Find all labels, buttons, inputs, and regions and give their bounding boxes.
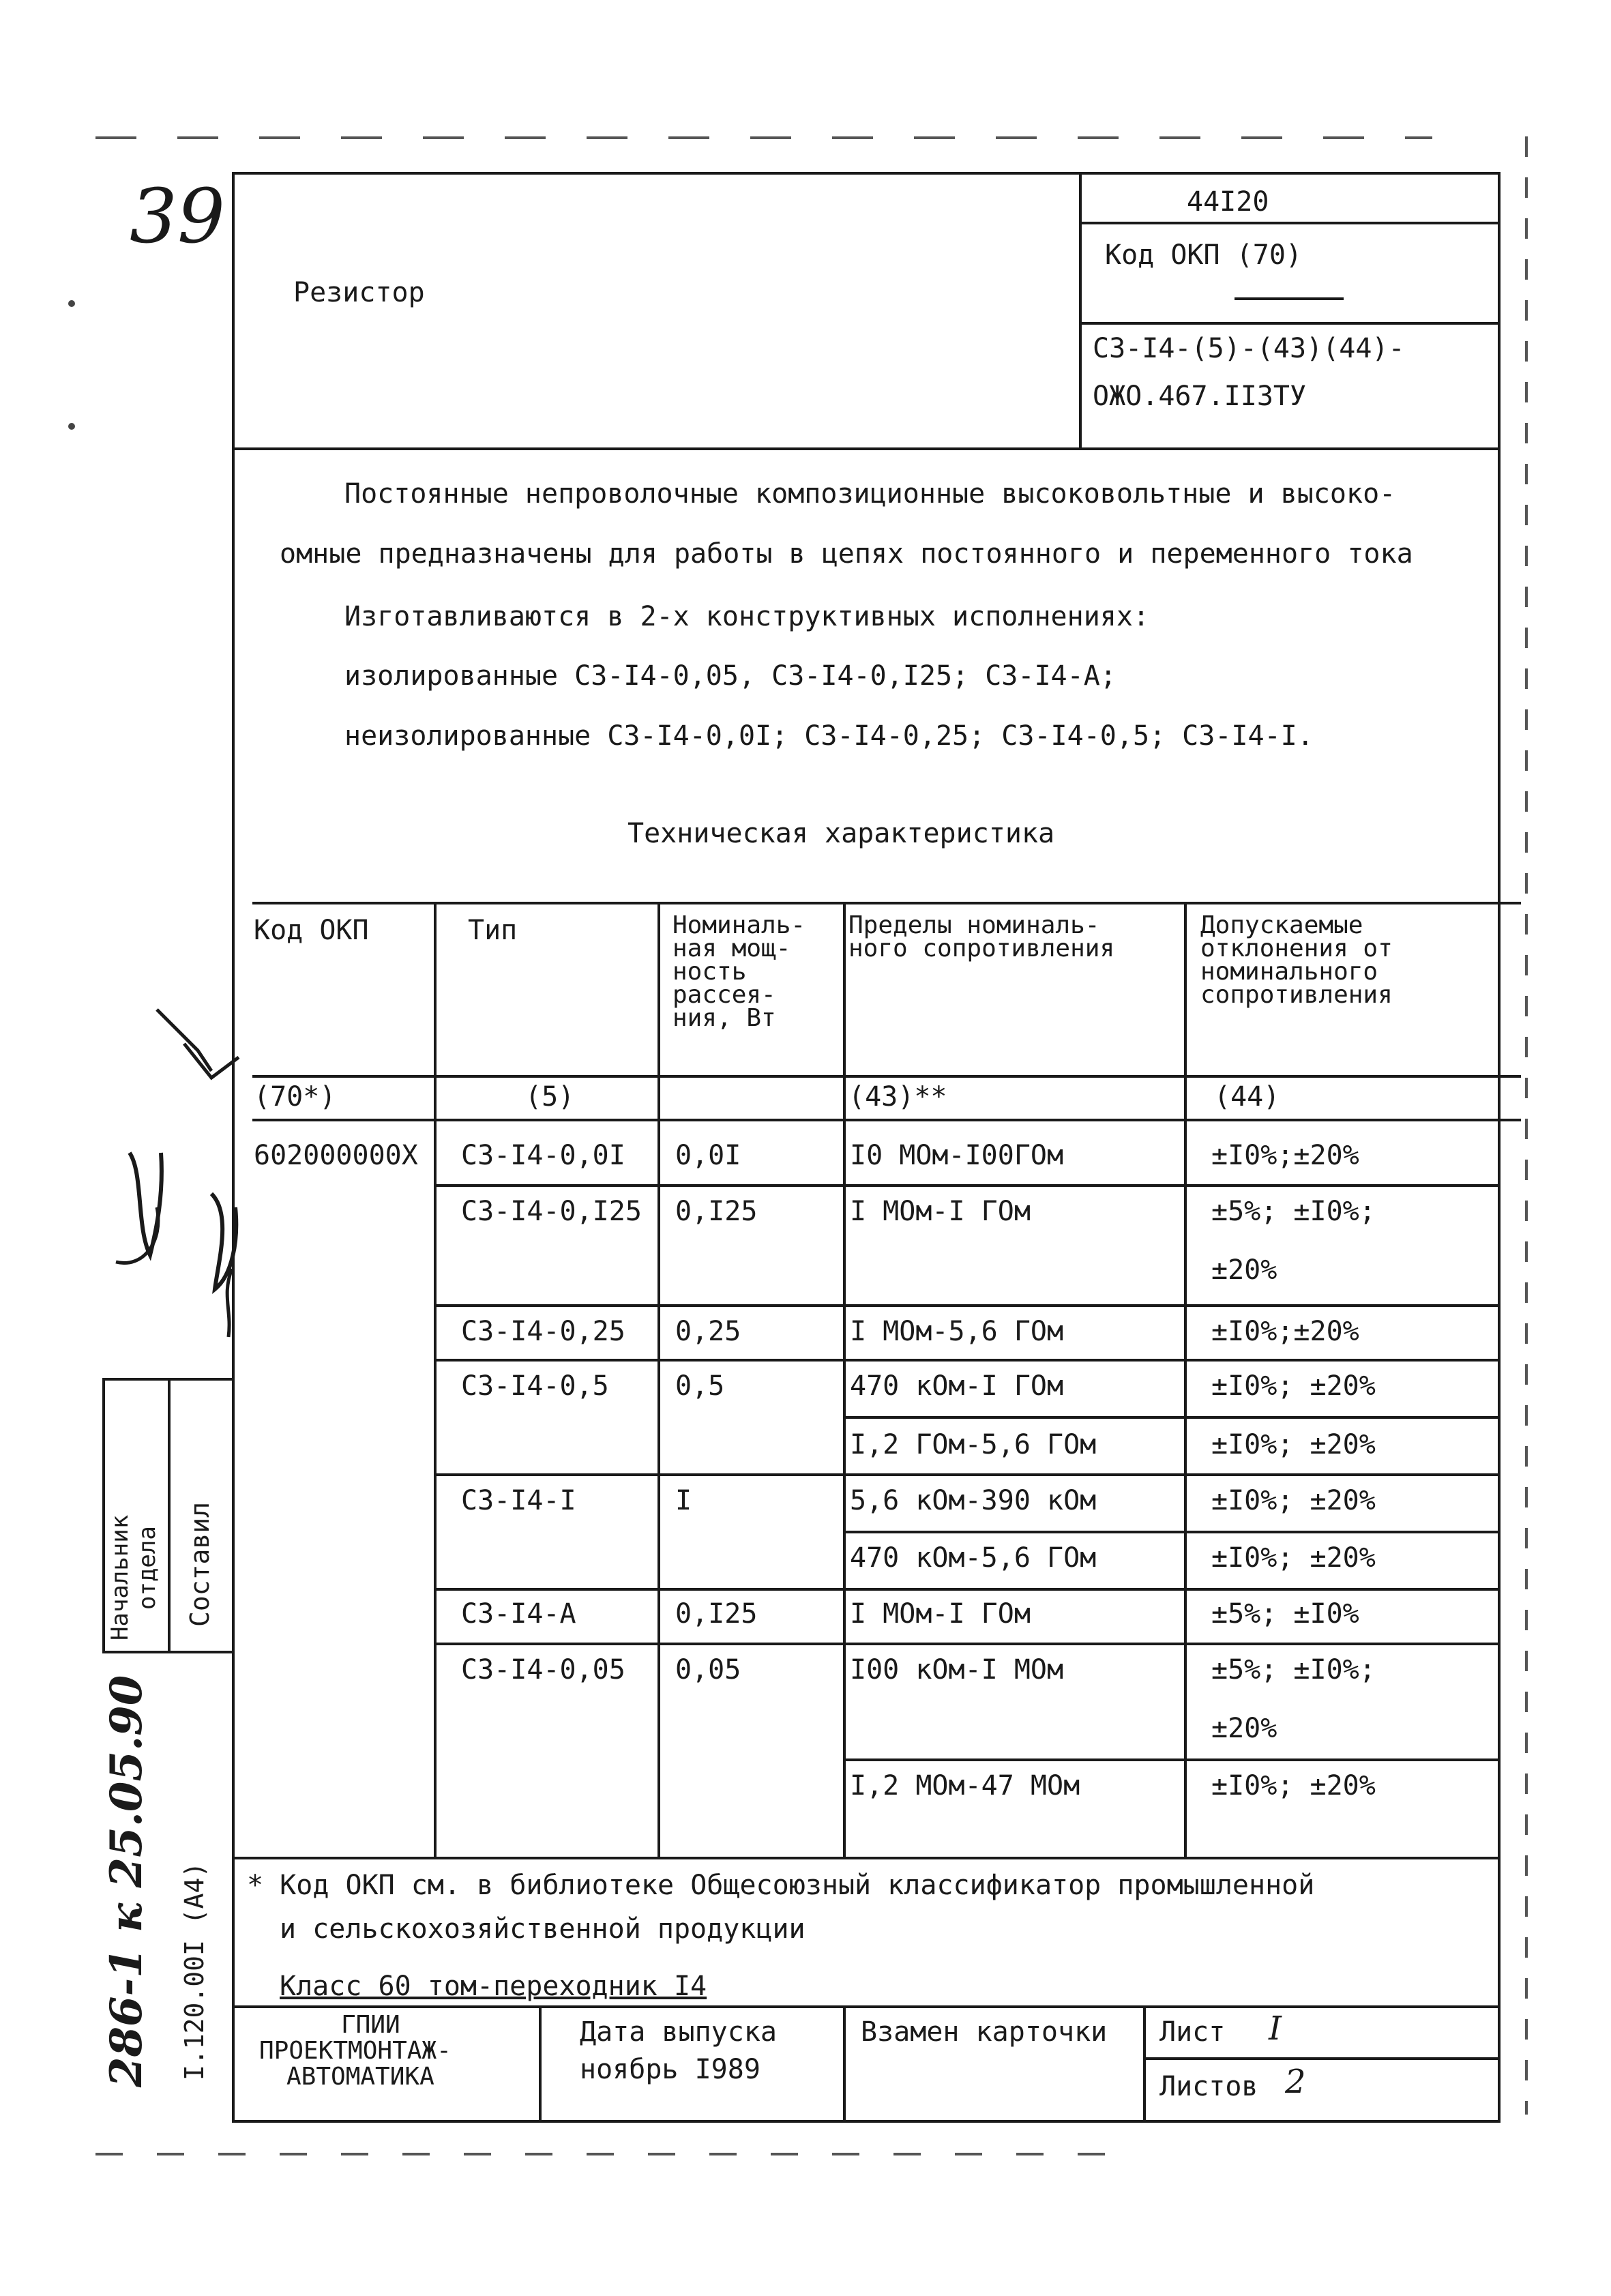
table-row-9-tolerance-cont: ±20% [1211, 1713, 1277, 1744]
table-row-9-tolerance: ±5%; ±I0%; [1211, 1654, 1376, 1686]
okp-code-value: 602000000Х [254, 1140, 418, 1171]
description-line-2: омные предназначены для работы в цепях постоянного и переменного тока [280, 538, 1413, 570]
header-resistance-2: ного сопротивления [848, 934, 1115, 962]
header-power-5: ния, Вт [673, 1004, 776, 1032]
table-row-1-tolerance: ±I0%;±20% [1211, 1140, 1359, 1171]
replace-card-label: Взамен карточки [861, 2016, 1108, 2048]
table-row-3-power: 0,25 [675, 1316, 741, 1347]
table-row-6-power: I [675, 1485, 692, 1516]
table-row-8-type: С3-I4-А [461, 1598, 576, 1630]
table-row-9-resistance: I00 кОм-I МОм [850, 1654, 1064, 1686]
form-number: I.120.00I (А4) [179, 1861, 209, 2080]
release-date-value: ноябрь I989 [580, 2054, 760, 2085]
table-row-4-type: С3-I4-0,5 [461, 1370, 609, 1402]
table-row-3-resistance: I МОм-5,6 ГОм [850, 1316, 1064, 1347]
table-row-10-tolerance: ±I0%; ±20% [1211, 1770, 1376, 1801]
table-row-3-type: С3-I4-0,25 [461, 1316, 625, 1347]
table-row-6-tolerance: ±I0%; ±20% [1211, 1485, 1376, 1516]
header-tolerance-1: Допускаемые [1200, 911, 1363, 939]
scan-edge-line [95, 136, 1432, 139]
scan-dot [68, 423, 75, 430]
handwritten-registration-note: 286-1 к 25.05.90 [101, 1675, 152, 2087]
table-row-9-power: 0,05 [675, 1654, 741, 1686]
description-line-4: изолированные С3-I4-0,05, С3-I4-0,I25; С3-I4-А; [344, 660, 1117, 692]
table-row-3-tolerance: ±I0%;±20% [1211, 1316, 1359, 1347]
description-line-1: Постоянные непроволочные композиционные высоковольтные и высоко- [344, 478, 1396, 510]
table-row-4-power: 0,5 [675, 1370, 725, 1402]
table-row-4-resistance: 470 кОм-I ГОм [850, 1370, 1064, 1402]
table-row-1-power: 0,0I [675, 1140, 741, 1171]
table-row-1-resistance: I0 МОм-I00ГОм [850, 1140, 1064, 1171]
scan-edge-line [95, 2153, 1119, 2155]
table-row-2-power: 0,I25 [675, 1196, 758, 1227]
code-44: (44) [1214, 1081, 1280, 1113]
table-row-7-resistance: 470 кОм-5,6 ГОм [850, 1542, 1097, 1574]
org-name-line-1: ГПИИ [341, 2011, 400, 2039]
table-row-8-power: 0,I25 [675, 1598, 758, 1630]
author-label: Составил [185, 1501, 215, 1627]
table-row-2-resistance: I МОм-I ГОм [850, 1196, 1031, 1227]
sheets-label: Листов [1159, 2071, 1258, 2102]
header-okp-code: Код ОКП [254, 915, 369, 946]
header-tolerance-4: сопротивления [1200, 981, 1393, 1009]
section-title: Техническая характеристика [627, 818, 1055, 849]
designation-line-2: ОЖО.467.II3ТУ [1093, 381, 1307, 412]
sheet-value: I [1269, 2010, 1282, 2048]
description-line-5: неизолированные С3-I4-0,0I; С3-I4-0,25; С3-I4-0,5; С3-I4-I. [344, 720, 1314, 752]
header-resistance-1: Пределы номиналь- [848, 911, 1100, 939]
code-70: (70*) [254, 1081, 336, 1113]
table-row-8-tolerance: ±5%; ±I0% [1211, 1598, 1359, 1630]
product-name: Резистор [293, 277, 425, 308]
release-date-label: Дата выпуска [580, 2016, 777, 2048]
designation-line-1: С3-I4-(5)-(43)(44)- [1093, 333, 1405, 364]
header-power-2: ная мощ- [673, 934, 791, 962]
table-row-5-resistance: I,2 ГОм-5,6 ГОм [850, 1429, 1097, 1460]
description-line-3: Изготавливаются в 2-х конструктивных исполнениях: [344, 601, 1150, 632]
org-name-line-3: АВТОМАТИКА [286, 2063, 434, 2091]
table-row-2-tolerance-cont: ±20% [1211, 1254, 1277, 1286]
sheet-label: Лист [1159, 2016, 1226, 2048]
page-number: 39 [130, 173, 225, 260]
table-row-6-resistance: 5,6 кОм-390 кОм [850, 1485, 1097, 1516]
header-tolerance-3: номинального [1200, 958, 1378, 986]
table-row-1-type: С3-I4-0,0I [461, 1140, 625, 1171]
header-power-3: ность [673, 958, 747, 986]
scan-edge-line [1525, 136, 1528, 2115]
table-row-6-type: С3-I4-I [461, 1485, 576, 1516]
org-name-line-2: ПРОЕКТМОНТАЖ- [259, 2037, 452, 2065]
head-of-department-label-2: отдела [134, 1526, 161, 1610]
header-type: Тип [468, 915, 518, 946]
header-power-4: рассея- [673, 981, 776, 1009]
table-row-8-resistance: I МОм-I ГОм [850, 1598, 1031, 1630]
signatures [95, 969, 246, 1419]
okp-code-label: Код ОКП (70) [1105, 239, 1302, 271]
sheets-value: 2 [1285, 2063, 1306, 2101]
scan-dot [68, 300, 75, 307]
footnote-line-1: * Код ОКП см. в библиотеке Общесоюзный классификатор промышленной [247, 1870, 1315, 1901]
footnote-line-2: и сельскохозяйственной продукции [280, 1913, 806, 1945]
footnote-line-3: Класс 60 том-переходник I4 [280, 1971, 707, 2002]
code-5: (5) [525, 1081, 575, 1113]
code-43: (43)** [848, 1081, 947, 1113]
table-row-9-type: С3-I4-0,05 [461, 1654, 625, 1686]
table-row-5-tolerance: ±I0%; ±20% [1211, 1429, 1376, 1460]
header-power-1: Номиналь- [673, 911, 806, 939]
table-row-4-tolerance: ±I0%; ±20% [1211, 1370, 1376, 1402]
header-tolerance-2: отклонения от [1200, 934, 1393, 962]
table-row-2-type: С3-I4-0,I25 [461, 1196, 642, 1227]
table-row-10-resistance: I,2 МОм-47 МОм [850, 1770, 1080, 1801]
table-row-7-tolerance: ±I0%; ±20% [1211, 1542, 1376, 1574]
head-of-department-label-1: Начальник [106, 1514, 134, 1640]
table-row-2-tolerance: ±5%; ±I0%; [1211, 1196, 1376, 1227]
okp-number: 44I20 [1187, 186, 1269, 218]
